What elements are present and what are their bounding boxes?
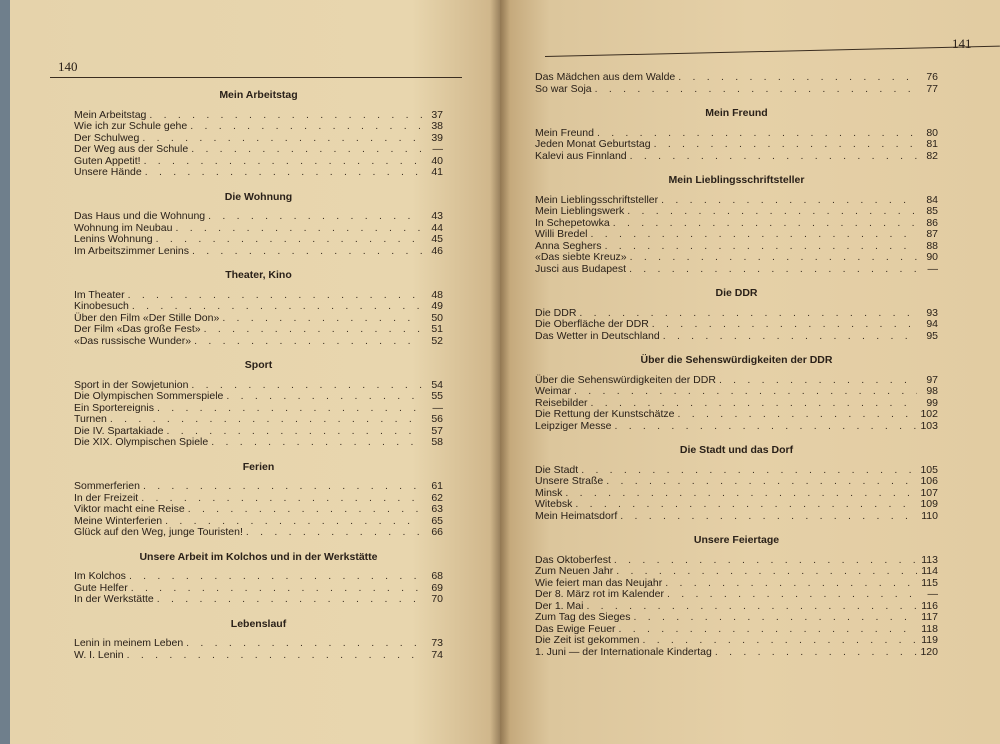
entry-title: Jusci aus Budapest [535, 262, 627, 275]
entry-page-number: 105 [920, 463, 938, 476]
entry-page-number: 65 [431, 514, 443, 527]
entry-page-number: 44 [431, 221, 443, 234]
dot-leader [222, 313, 422, 325]
dot-leader [157, 403, 422, 415]
entry-page-number: 55 [431, 390, 443, 402]
dot-leader [586, 601, 917, 613]
toc-section [74, 90, 443, 179]
dot-leader [157, 594, 422, 606]
entry-title: Wie ich zur Schule gehe [74, 120, 188, 132]
toc-entry [74, 301, 443, 313]
toc-entry [74, 336, 443, 348]
entry-title: Mein Freund [535, 126, 594, 139]
entry-page-number: 74 [431, 648, 443, 661]
dot-leader [616, 566, 917, 578]
entry-page-number: 110 [921, 509, 938, 522]
entry-title: Der Weg aus der Schule [74, 143, 189, 155]
dot-leader [194, 336, 422, 348]
entry-title: Lenin in meinem Leben [74, 637, 184, 649]
entry-page-number: 93 [926, 306, 938, 319]
entry-page-number: 117 [921, 611, 938, 623]
dot-leader [186, 638, 422, 650]
header-rule [545, 46, 1000, 57]
entry-page-number: 61 [431, 480, 443, 492]
entry-title: Jeden Monat Geburtstag [535, 138, 651, 150]
entry-title: Ein Sportereignis [74, 401, 154, 414]
toc-entry [535, 252, 938, 264]
entry-page-number: 99 [926, 396, 938, 409]
toc-section [535, 288, 938, 342]
dot-leader [629, 264, 917, 276]
entry-page-number: 69 [431, 581, 443, 594]
right-page [500, 0, 1000, 744]
entry-page-number: 116 [921, 599, 938, 612]
entry-title: Witebsk [535, 498, 573, 510]
section-title: Unsere Feiertage [693, 534, 780, 546]
entry-page-number: 95 [926, 329, 938, 342]
entry-title: Über den Film «Der Stille Don» [74, 311, 220, 324]
entry-page-number: 49 [431, 300, 443, 312]
entry-page-number: 50 [431, 311, 443, 324]
entry-title: Die Stadt [535, 463, 579, 476]
toc-section [535, 72, 938, 95]
entry-page-number: 102 [920, 408, 938, 420]
entry-page-number: 106 [920, 475, 938, 487]
entry-title: Mein Lieblingswerk [535, 205, 625, 217]
dot-leader [192, 246, 422, 258]
entry-title: Guten Appetit! [74, 154, 141, 167]
toc-entry [535, 72, 938, 84]
entry-title: Unsere Straße [535, 475, 604, 487]
entry-page-number: 84 [926, 193, 938, 206]
entry-title: Viktor macht eine Reise [74, 503, 185, 515]
dot-leader [131, 583, 422, 595]
entry-title: Sport in der Sowjetunion [74, 378, 189, 391]
entry-title: Die XIX. Olympischen Spiele [74, 436, 209, 448]
toc-entry [535, 319, 938, 331]
entry-title: Im Kolchos [74, 570, 126, 582]
toc-section [74, 270, 443, 347]
entry-page-number: 76 [926, 71, 938, 83]
entry-page-number: 62 [431, 491, 443, 504]
toc-section [74, 552, 443, 606]
entry-page-number: 86 [926, 216, 938, 229]
toc-entry [74, 211, 443, 223]
toc-entry [535, 589, 938, 601]
entry-title: «Das siebte Kreuz» [535, 251, 627, 263]
entry-title: Die Olympischen Sommerspiele [74, 390, 224, 402]
dot-leader [663, 331, 917, 343]
toc-entry [74, 527, 443, 539]
entry-title: Gute Helfer [74, 581, 128, 594]
entry-title: Willi Bredel [535, 228, 588, 240]
entry-page-number: 52 [431, 334, 443, 347]
entry-page-number: 48 [431, 288, 443, 301]
section-title: Ferien [242, 460, 275, 473]
toc-section [74, 619, 443, 662]
toc-entry [535, 218, 938, 230]
dot-leader [620, 511, 917, 523]
entry-title: Wie feiert man das Neujahr [535, 576, 663, 589]
toc-section [74, 192, 443, 258]
dot-leader [191, 380, 422, 392]
section-title: Die Wohnung [224, 190, 293, 203]
toc-entry [535, 499, 938, 511]
entry-title: Der Schulweg [74, 131, 140, 144]
toc-entry [535, 635, 938, 647]
entry-page-number: 103 [920, 419, 938, 432]
entry-page-number: 39 [431, 131, 443, 144]
toc-entry [535, 421, 938, 433]
entry-title: So war Soja [535, 82, 592, 95]
dot-leader [211, 437, 422, 449]
entry-title: Reisebilder [535, 396, 588, 409]
toc-entry [535, 229, 938, 241]
dot-leader [614, 555, 917, 567]
entry-title: Zum Neuen Jahr [535, 565, 614, 577]
entry-title: Meine Winterferien [74, 514, 163, 527]
toc-section [535, 535, 938, 658]
entry-page-number: 68 [431, 570, 443, 582]
toc-entry [74, 324, 443, 336]
entry-page-number: 70 [431, 593, 443, 605]
toc-entry [535, 386, 938, 398]
entry-page-number: 113 [921, 553, 938, 566]
entry-title: In der Werkstätte [74, 593, 154, 605]
dot-leader [661, 195, 917, 207]
entry-page-number: 118 [921, 622, 938, 635]
entry-title: «Das russische Wunder» [74, 334, 192, 347]
section-title: Theater, Kino [225, 269, 292, 281]
dot-leader [188, 504, 422, 516]
entry-page-number: 82 [926, 149, 938, 162]
dot-leader [144, 156, 422, 168]
entry-title: Die Oberfläche der DDR [535, 318, 649, 330]
section-title: Die DDR [715, 287, 758, 299]
toc-entry [535, 206, 938, 218]
dot-leader [128, 290, 422, 302]
entry-title: Die Zeit ist gekommen [535, 634, 640, 646]
entry-title: Anna Seghers [535, 239, 602, 252]
entry-title: Die IV. Spartakiade [74, 424, 164, 437]
entry-page-number: 80 [926, 126, 938, 139]
entry-page-number: 40 [431, 154, 443, 167]
dot-leader [642, 635, 917, 647]
toc-entry [74, 437, 443, 449]
toc-entry [74, 167, 443, 179]
entry-page-number: 85 [926, 205, 938, 217]
section-title: Die Stadt und das Dorf [679, 444, 794, 456]
dot-leader [715, 647, 917, 659]
entry-title: In Schepetowka [535, 216, 610, 229]
dot-leader [132, 301, 422, 313]
toc-entry [535, 139, 938, 151]
entry-page-number: 43 [431, 210, 443, 222]
dot-leader [614, 421, 917, 433]
dot-leader [191, 144, 422, 156]
entry-title: Zum Tag des Sieges [535, 611, 631, 623]
toc-entry [74, 144, 443, 156]
dot-leader [630, 151, 917, 163]
header-rule [50, 77, 462, 78]
entry-title: Kalevi aus Finnland [535, 149, 627, 162]
entry-page-number: 94 [926, 318, 938, 330]
dot-leader [591, 229, 917, 241]
entry-page-number: 41 [431, 166, 443, 178]
dot-leader [208, 211, 422, 223]
dot-leader [627, 206, 917, 218]
toc-section [535, 355, 938, 432]
dot-leader [143, 481, 422, 493]
entry-title: Leipziger Messe [535, 419, 612, 432]
entry-title: Die Rettung der Kunstschätze [535, 408, 675, 420]
entry-page-number: 119 [921, 634, 938, 646]
entry-page-number: 81 [926, 138, 938, 150]
entry-page-number: 63 [431, 503, 443, 515]
dot-leader [204, 324, 422, 336]
toc-entry [74, 650, 443, 662]
toc-entry [74, 414, 443, 426]
entry-title: Mein Lieblingsschriftsteller [535, 193, 659, 206]
entry-page-number: — [927, 588, 938, 600]
dot-leader [619, 624, 917, 636]
toc-entry [535, 488, 938, 500]
entry-page-number: 46 [431, 244, 443, 257]
entry-page-number: — [432, 143, 443, 155]
dot-leader [605, 241, 917, 253]
entry-page-number: 77 [926, 82, 938, 95]
dot-leader [606, 476, 917, 488]
dot-leader [665, 578, 917, 590]
entry-title: Minsk [535, 486, 563, 499]
dot-leader [719, 375, 917, 387]
entry-title: Sommerferien [74, 480, 140, 492]
entry-page-number: 90 [926, 251, 938, 263]
entry-page-number: 66 [431, 526, 443, 538]
entry-page-number: 114 [921, 565, 938, 577]
entry-title: 1. Juni — der Internationale Kindertag [535, 645, 712, 658]
entry-page-number: 109 [920, 498, 938, 510]
entry-title: Wohnung im Neubau [74, 221, 173, 234]
entry-title: In der Freizeit [74, 491, 139, 504]
table-of-contents [74, 88, 443, 661]
section-title: Mein Arbeitstag [219, 89, 298, 101]
entry-page-number: 45 [431, 233, 443, 245]
dot-leader [667, 589, 917, 601]
dot-leader [652, 319, 917, 331]
entry-title: Unsere Hände [74, 166, 142, 178]
left-page [10, 0, 500, 744]
entry-page-number: 97 [926, 373, 938, 386]
entry-page-number: 98 [926, 385, 938, 397]
toc-section [535, 175, 938, 275]
toc-entry [74, 246, 443, 258]
section-title: Lebenslauf [230, 617, 287, 630]
entry-page-number: 120 [920, 645, 938, 658]
toc-entry [535, 264, 938, 276]
entry-title: Der 8. März rot im Kalender [535, 588, 664, 600]
section-title: Über die Sehenswürdigkeiten der DDR [640, 354, 833, 366]
dot-leader [156, 234, 422, 246]
section-title: Sport [244, 359, 273, 371]
entry-title: Im Arbeitszimmer Lenins [74, 244, 189, 257]
section-title: Mein Lieblingsschriftsteller [668, 174, 805, 186]
entry-title: Das Oktoberfest [535, 553, 611, 566]
dot-leader [175, 223, 422, 235]
toc-entry [535, 409, 938, 421]
entry-title: Kinobesuch [74, 300, 129, 312]
dot-leader [226, 391, 422, 403]
dot-leader [129, 571, 422, 583]
entry-page-number: 57 [431, 424, 443, 437]
dot-leader [127, 650, 422, 662]
toc-entry [74, 504, 443, 516]
section-title: Mein Freund [705, 107, 768, 119]
entry-page-number: 73 [431, 637, 443, 649]
dot-leader [613, 218, 917, 230]
toc-entry [74, 481, 443, 493]
entry-title: Das Ewige Feuer [535, 622, 616, 635]
page-number: 141 [952, 36, 972, 51]
entry-page-number: 58 [431, 436, 443, 448]
dot-leader [654, 139, 917, 151]
entry-title: Mein Heimatsdorf [535, 509, 618, 522]
entry-title: Mein Arbeitstag [74, 108, 147, 121]
dot-leader [678, 409, 918, 421]
toc-entry [535, 476, 938, 488]
entry-title: Über die Sehenswürdigkeiten der DDR [535, 373, 716, 386]
dot-leader [145, 167, 422, 179]
page-number: 140 [58, 59, 78, 74]
entry-page-number: 37 [431, 108, 443, 121]
toc-section [74, 360, 443, 449]
dot-leader [634, 612, 917, 624]
entry-page-number: 87 [926, 228, 938, 240]
toc-entry [535, 84, 938, 96]
entry-title: Das Mädchen aus dem Walde [535, 71, 676, 83]
entry-title: Weimar [535, 385, 571, 397]
entry-title: Im Theater [74, 288, 125, 301]
toc-section [535, 108, 938, 162]
entry-title: Die DDR [535, 306, 577, 319]
toc-entry [535, 511, 938, 523]
toc-entry [74, 234, 443, 246]
entry-title: Turnen [74, 413, 107, 425]
toc-entry [74, 594, 443, 606]
toc-entry [74, 403, 443, 415]
entry-page-number: 56 [431, 413, 443, 425]
dot-leader [149, 110, 422, 122]
entry-page-number: 88 [926, 239, 938, 252]
dot-leader [574, 386, 917, 398]
dot-leader [110, 414, 422, 426]
entry-page-number: 38 [431, 120, 443, 132]
toc-entry [535, 375, 938, 387]
toc-section [74, 462, 443, 539]
toc-entry [74, 571, 443, 583]
entry-title: Das Haus und die Wohnung [74, 210, 206, 222]
dot-leader [581, 465, 917, 477]
toc-section [535, 445, 938, 522]
dot-leader [575, 499, 917, 511]
entry-title: W. I. Lenin [74, 648, 124, 661]
toc-entry [535, 151, 938, 163]
dot-leader [565, 488, 917, 500]
entry-title: Glück auf den Weg, junge Touristen! [74, 526, 243, 538]
entry-page-number: 107 [920, 486, 938, 499]
dot-leader [190, 121, 422, 133]
dot-leader [246, 527, 422, 539]
entry-page-number: 51 [431, 323, 443, 335]
entry-page-number: 54 [431, 378, 443, 391]
dot-leader [595, 84, 917, 96]
toc-entry [535, 566, 938, 578]
entry-page-number: 115 [921, 576, 938, 589]
table-of-contents [535, 72, 938, 658]
toc-entry [535, 612, 938, 624]
dot-leader [678, 72, 917, 84]
entry-page-number: — [927, 262, 938, 275]
toc-entry [74, 290, 443, 302]
entry-title: Lenins Wohnung [74, 233, 153, 245]
entry-page-number: — [432, 401, 443, 414]
dot-leader [630, 252, 917, 264]
book-spine-shadow [490, 0, 510, 744]
section-title: Unsere Arbeit im Kolchos und in der Werkstätte [139, 550, 378, 563]
toc-entry [74, 121, 443, 133]
toc-entry [535, 647, 938, 659]
toc-entry [74, 638, 443, 650]
entry-title: Der Film «Das große Fest» [74, 323, 201, 335]
entry-title: Das Wetter in Deutschland [535, 329, 660, 342]
toc-entry [74, 391, 443, 403]
toc-entry [535, 331, 938, 343]
entry-title: Der 1. Mai [535, 599, 584, 612]
